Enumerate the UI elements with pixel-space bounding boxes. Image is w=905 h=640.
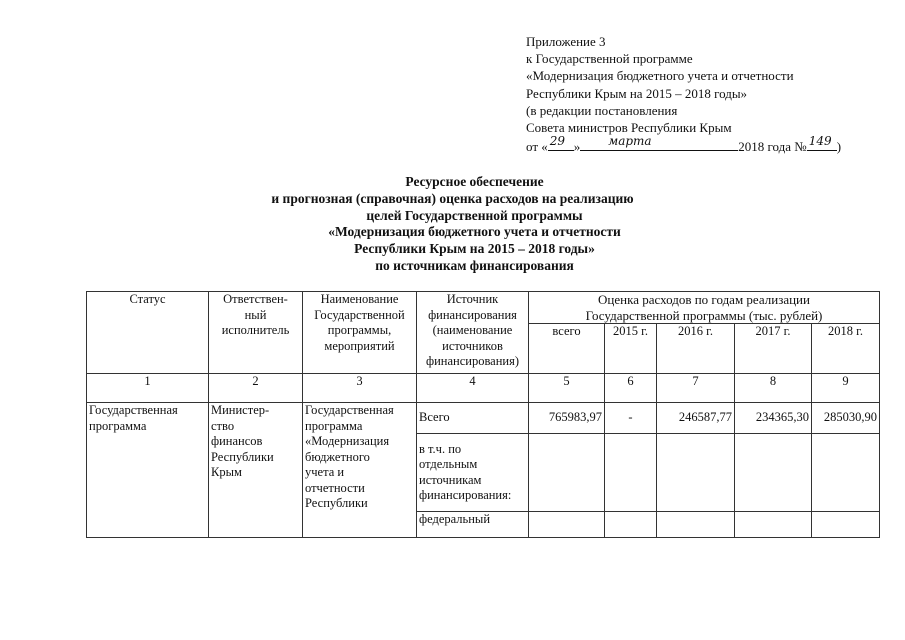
column-number: 7 <box>657 374 735 403</box>
column-number: 2 <box>209 374 303 403</box>
cell-source-breakdown: в т.ч. по отдельным источникам финансирования: <box>417 434 529 512</box>
title-line-2: и прогнозная (справочная) оценка расходов на реализацию <box>271 190 634 206</box>
cell-executor: Министер- ство финансов Республики Крым <box>209 403 303 538</box>
appendix-program-years: Республики Крым на 2015 – 2018 годы» <box>526 85 748 101</box>
column-number: 4 <box>417 374 529 403</box>
header-total: всего <box>529 324 605 374</box>
column-number: 3 <box>303 374 417 403</box>
resource-table <box>86 291 880 538</box>
cell-empty <box>657 434 735 512</box>
cell-empty <box>605 434 657 512</box>
appendix-number: Приложение 3 <box>526 34 606 49</box>
cell-source-federal: федеральный <box>417 512 529 538</box>
cell-empty <box>657 512 735 538</box>
cell-empty <box>735 434 812 512</box>
header-2016: 2016 г. <box>657 324 735 374</box>
column-number: 9 <box>812 374 880 403</box>
cell-2015: - <box>605 403 657 434</box>
date-month-field: марта <box>580 136 738 151</box>
date-day-field: 29 <box>548 136 574 151</box>
document-title <box>0 174 905 275</box>
cell-status: Государственная программа <box>87 403 209 538</box>
title-line-1: Ресурсное обеспечение <box>405 174 544 189</box>
cell-empty <box>529 434 605 512</box>
title-line-5: Республики Крым на 2015 – 2018 годы» <box>354 241 595 257</box>
cell-program-name: Государственная программа «Модернизация бюджетного учета и отчетности Республики <box>303 403 417 538</box>
header-estimate: Оценка расходов по годам реализации Государственной программы (тыс. рублей) <box>529 292 880 324</box>
header-source: Источник финансирования (наименование источников финансирования) <box>417 292 529 374</box>
cell-empty <box>812 512 880 538</box>
header-row-1 <box>87 292 880 324</box>
header-2017: 2017 г. <box>735 324 812 374</box>
cell-total: 765983,97 <box>529 403 605 434</box>
cell-2017: 234365,30 <box>735 403 812 434</box>
cell-empty <box>605 512 657 538</box>
cell-empty <box>812 434 880 512</box>
header-2015: 2015 г. <box>605 324 657 374</box>
cell-empty <box>529 512 605 538</box>
doc-number-field: 149 <box>807 136 837 151</box>
appendix-date-line: от « 29 » марта 2018 года № 149 ) <box>526 134 842 155</box>
column-number: 6 <box>605 374 657 403</box>
header-name: Наименование Государственной программы, мероприятий <box>303 292 417 374</box>
title-line-3: целей Государственной программы <box>366 207 583 223</box>
appendix-edition: (в редакции постановления <box>526 102 678 118</box>
appendix-header <box>526 33 841 155</box>
cell-2018: 285030,90 <box>812 403 880 434</box>
cell-empty <box>735 512 812 538</box>
title-line-4: «Модернизация бюджетного учета и отчетности <box>328 224 621 240</box>
column-number: 1 <box>87 374 209 403</box>
cell-source-total: Всего <box>417 403 529 434</box>
header-2018: 2018 г. <box>812 324 880 374</box>
title-line-6: по источникам финансирования <box>375 257 574 273</box>
column-number: 5 <box>529 374 605 403</box>
header-status: Статус <box>87 292 209 374</box>
appendix-ref-program: к Государственной программе <box>526 51 693 67</box>
appendix-program-name: «Модернизация бюджетного учета и отчетности <box>526 68 794 84</box>
column-number: 8 <box>735 374 812 403</box>
appendix-council: Совета министров Республики Крым <box>526 120 732 136</box>
column-numbers-row <box>87 374 880 403</box>
cell-2016: 246587,77 <box>657 403 735 434</box>
header-executor: Ответствен- ный исполнитель <box>209 292 303 374</box>
table-row <box>87 403 880 434</box>
